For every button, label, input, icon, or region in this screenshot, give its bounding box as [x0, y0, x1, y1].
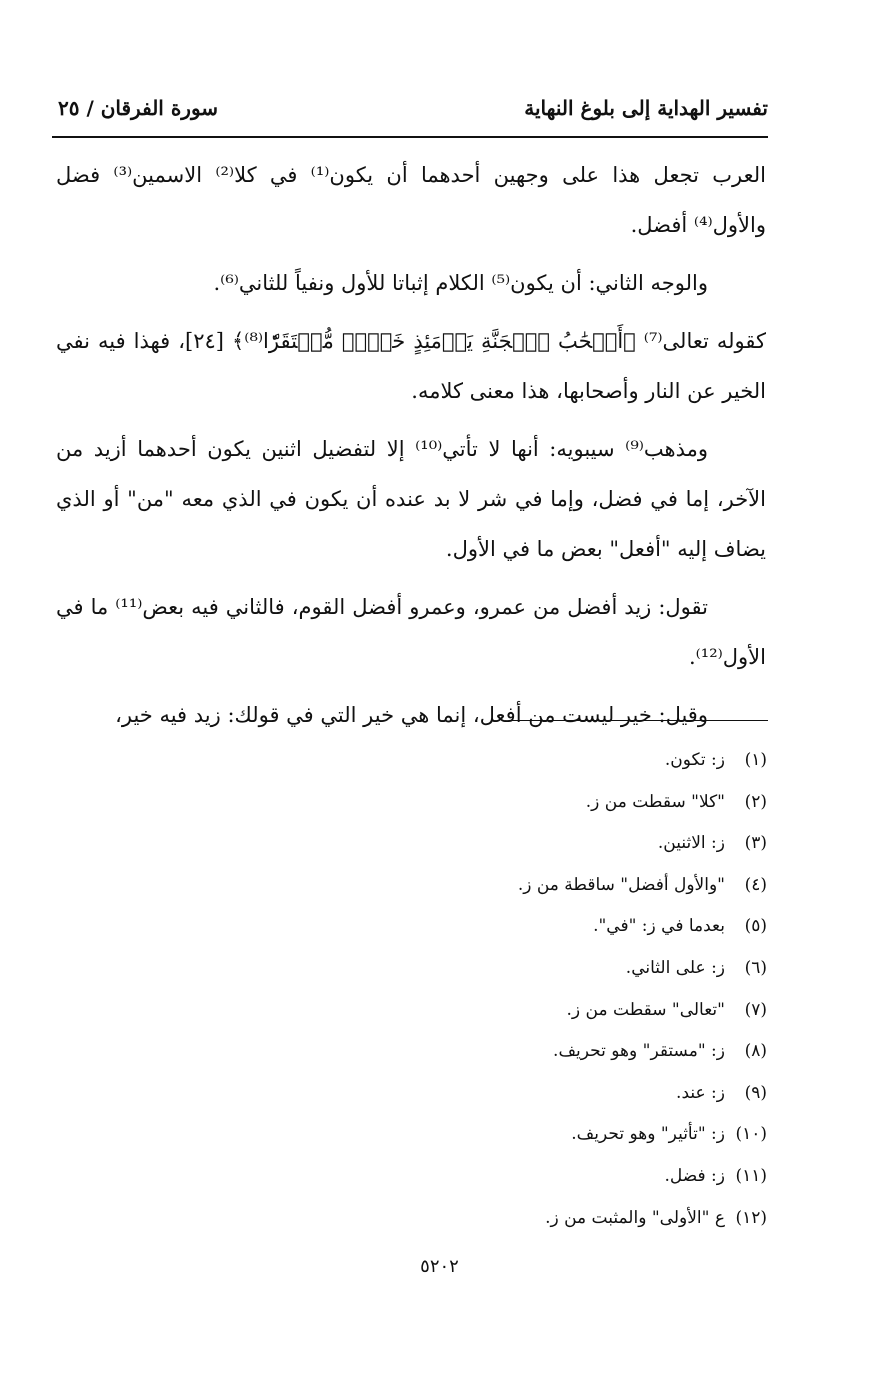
- surah-page-label: سورة الفرقان / ٢٥: [58, 96, 219, 120]
- footnote-text: "تعالى" سقطت من ز.: [566, 999, 725, 1020]
- footnotes-list: [267, 744, 767, 1243]
- footnote-item: [267, 786, 767, 828]
- footnote-item: [267, 1202, 767, 1244]
- running-header: [58, 92, 768, 132]
- footnote-item: [267, 1118, 767, 1160]
- footnote-text: "كلا" سقطت من ز.: [585, 791, 725, 812]
- footnote-number: (١٢): [735, 1207, 767, 1228]
- footnote-number: (٦): [744, 957, 767, 978]
- footnote-text: ز: فضل.: [664, 1165, 725, 1186]
- footnote-number: (١١): [735, 1165, 767, 1186]
- footnote-text: "والأول أفضل" ساقطة من ز.: [517, 874, 725, 895]
- book-title: تفسير الهداية إلى بلوغ النهاية: [524, 96, 768, 120]
- footnote-text: ز: "تأثير" وهو تحريف.: [571, 1124, 725, 1145]
- main-text: [56, 150, 766, 748]
- footnote-text: ز: تكون.: [664, 750, 725, 770]
- footnote-item: [267, 952, 767, 994]
- footnote-divider: [510, 720, 768, 721]
- paragraph: ومذهب⁽⁹⁾ سيبويه: أنها لا تأتي⁽¹⁰⁾ إلا لتفضيل اثنين يكون أحدهما أزيد من الآخر، إما في فضل، وإما في شر لا بد عنده أن يكون في الذي معه "من" أو الذي يضاف إليه "أفعل" بعض ما في الأول.: [56, 437, 766, 561]
- footnote-text: ز: عند.: [676, 1082, 725, 1103]
- footnote-number: (٤): [744, 874, 767, 895]
- paragraph: وقيل: خير ليست من أفعل، إنما هي خير التي في قولك: زيد فيه خير،: [115, 703, 708, 727]
- footnote-number: (٣): [744, 833, 767, 854]
- footnote-text: ز: "مستقر" وهو تحريف.: [553, 1041, 725, 1062]
- header-divider: [52, 136, 768, 138]
- footnote-text: ع "الأولى" والمثبت من ز.: [545, 1207, 725, 1228]
- paragraph: العرب تجعل هذا على وجهين أحدهما أن يكون⁽¹⁾ في كلا⁽²⁾ الاسمين⁽³⁾ فضل والأول⁽⁴⁾ أفضل.: [56, 163, 766, 237]
- paragraph: والوجه الثاني: أن يكون⁽⁵⁾ الكلام إثباتا للأول ونفياً للثاني⁽⁶⁾.: [213, 271, 708, 295]
- footnote-item: [267, 827, 767, 869]
- footnote-number: (٩): [744, 1082, 767, 1103]
- footnote-number: (١): [744, 750, 767, 770]
- footnote-number: (٢): [744, 791, 767, 812]
- footnote-text: ز: الاثنين.: [657, 833, 725, 854]
- footnote-item: [267, 910, 767, 952]
- footnote-number: (٨): [744, 1041, 767, 1062]
- paragraph: كقوله تعالى⁽⁷⁾ ﴿أَصۡحَٰبُ ٱلۡجَنَّةِ يَوۡمَئِذٍ خَيۡرٞ مُّسۡتَقَرّٗا⁽⁸⁾﴾ [٢٤]، فهذا فيه نفي الخير عن النار وأصحابها، هذا معنى كلامه.: [56, 329, 766, 403]
- footnote-item: [267, 994, 767, 1036]
- footnote-text: ز: على الثاني.: [625, 957, 725, 978]
- page-number: ٥٢٠٢: [420, 1256, 459, 1277]
- footnote-item: [267, 869, 767, 911]
- footnote-number: (٥): [744, 916, 767, 937]
- footnote-item: [267, 1160, 767, 1202]
- footnote-number: (٧): [744, 999, 767, 1020]
- footnote-text: بعدما في ز: "في".: [593, 916, 725, 937]
- paragraph: تقول: زيد أفضل من عمرو، وعمرو أفضل القوم، فالثاني فيه بعض⁽¹¹⁾ ما في الأول⁽¹²⁾.: [56, 595, 766, 669]
- footnote-item: [267, 744, 767, 786]
- footnote-item: [267, 1035, 767, 1077]
- footnote-item: [267, 1077, 767, 1119]
- footnote-number: (١٠): [735, 1124, 767, 1145]
